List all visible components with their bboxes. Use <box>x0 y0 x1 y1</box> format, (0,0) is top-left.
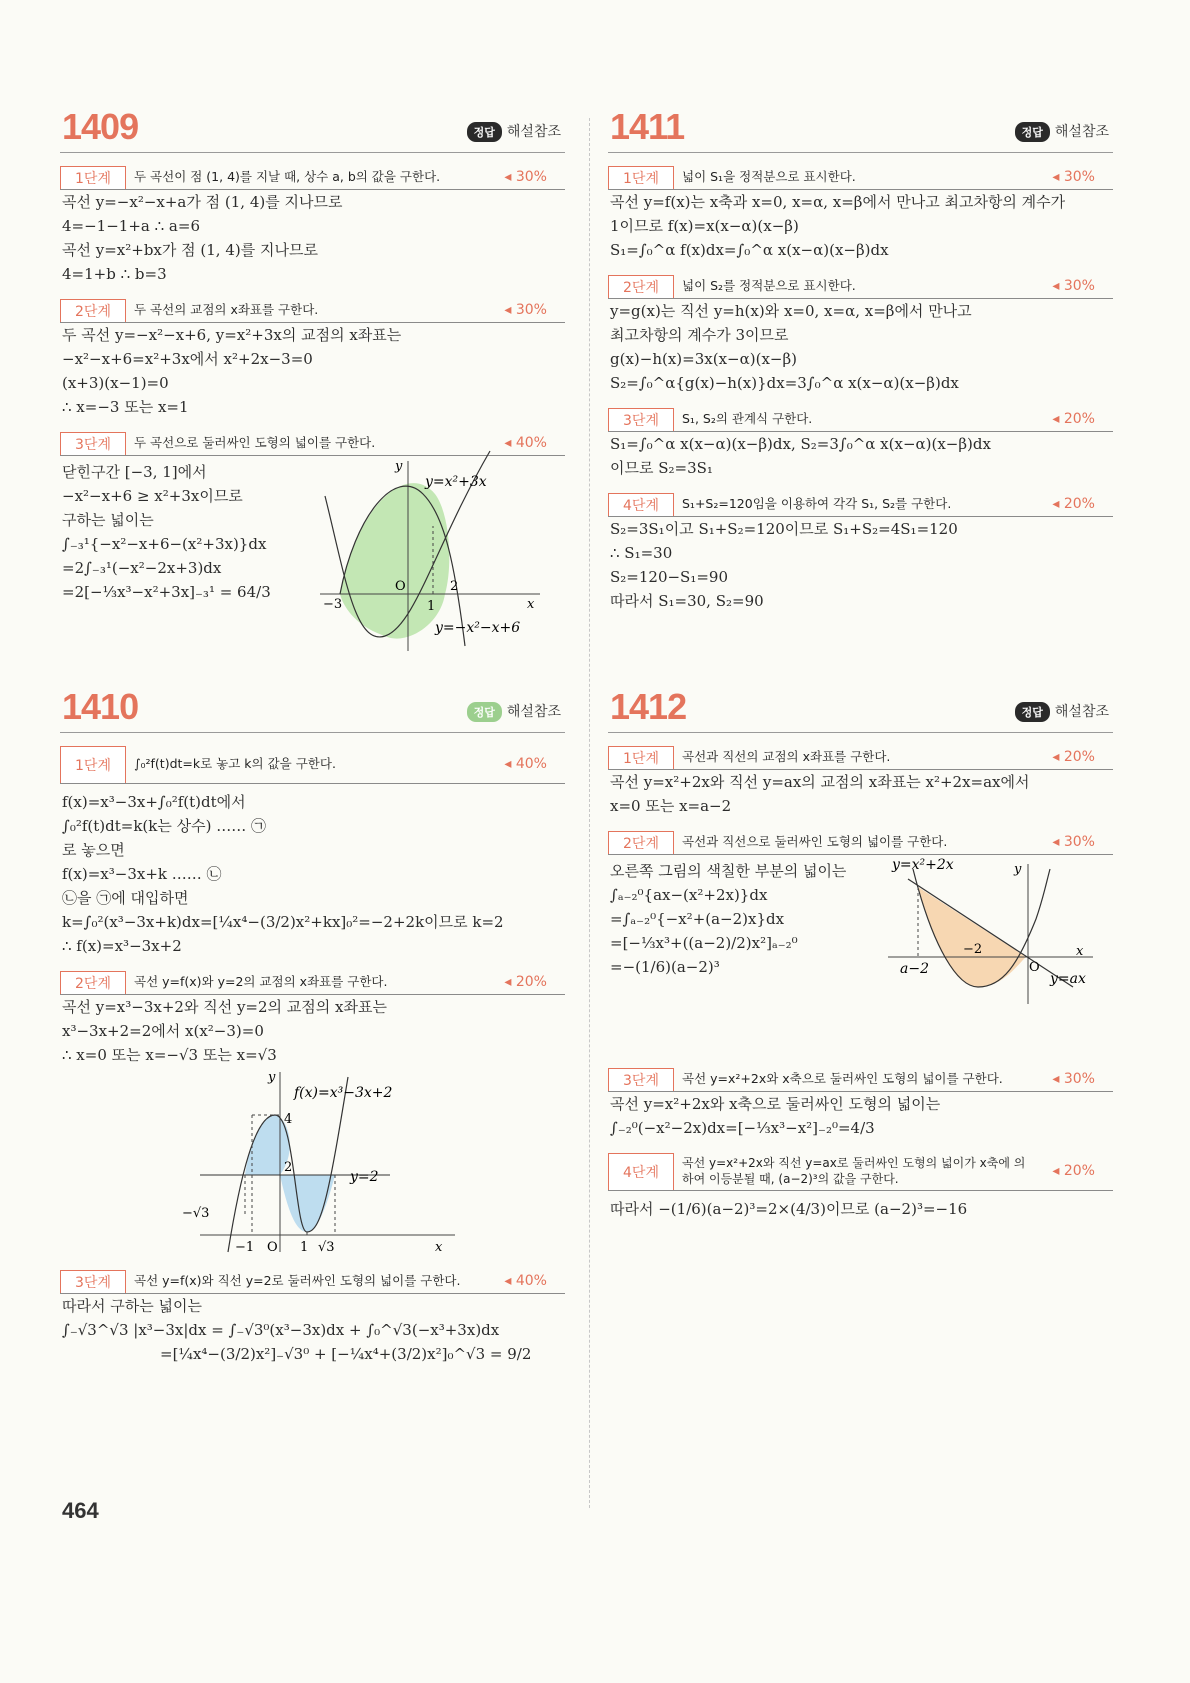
solution-line: ∫₋₃¹{−x²−x+6−(x²+3x)}dx <box>62 535 267 553</box>
step-label: 3단계 <box>608 408 674 431</box>
step-percent: ◂ 30% <box>1052 169 1095 185</box>
tick-2: 2 <box>284 1160 293 1175</box>
tick-a-minus-2: a−2 <box>900 961 929 977</box>
solution-line: S₁=∫₀^α x(x−α)(x−β)dx, S₂=3∫₀^α x(x−α)(x−β)dx <box>610 435 991 453</box>
step-3 <box>60 1269 565 1294</box>
answer-text: 해설참조 <box>506 124 561 140</box>
step-desc: 곡선 y=x²+2x와 x축으로 둘러싸인 도형의 넓이를 구한다. <box>682 1070 1003 1086</box>
solution-line: S₁=∫₀^α f(x)dx=∫₀^α x(x−α)(x−β)dx <box>610 241 889 259</box>
problem-number: 1411 <box>610 106 685 147</box>
solution-line: ∫ₐ₋₂⁰{ax−(x²+2x)}dx <box>610 886 768 904</box>
step-desc: S₁, S₂의 관계식 구한다. <box>682 410 813 426</box>
solution-line: f(x)=x³−3x+k …… ㉡ <box>62 865 222 883</box>
graph-1409 <box>315 456 560 656</box>
solution-line: 구하는 넓이는 <box>62 511 154 529</box>
solution-line: 따라서 S₁=30, S₂=90 <box>610 592 764 610</box>
solution-line: 곡선 y=x²+2x와 직선 y=ax의 교점의 x좌표는 x²+2x=ax에서 <box>610 773 1030 791</box>
problem-1409 <box>60 106 565 656</box>
step-2 <box>608 274 1113 299</box>
graph-1412 <box>878 859 1108 1009</box>
solution-line: x=0 또는 x=a−2 <box>610 797 732 815</box>
x-axis-label: x <box>435 1240 443 1255</box>
solution-line: 곡선 y=x²+bx가 점 (1, 4)를 지나므로 <box>62 241 318 259</box>
step-desc: 곡선 y=f(x)와 직선 y=2로 둘러싸인 도형의 넓이를 구한다. <box>134 1272 461 1288</box>
step-label: 4단계 <box>608 493 674 516</box>
step-desc: S₁+S₂=120임을 이용하여 각각 S₁, S₂를 구한다. <box>682 495 952 511</box>
solution-line: ∴ S₁=30 <box>610 544 673 562</box>
problem-1412 <box>608 686 1113 1221</box>
solution-line: 두 곡선 y=−x²−x+6, y=x²+3x의 교점의 x좌표는 <box>62 326 402 344</box>
answer-badge: 정답 <box>1015 122 1050 142</box>
solution-line: y=g(x)는 직선 y=h(x)와 x=0, x=α, x=β에서 만나고 <box>610 302 972 320</box>
tick-minus1: −1 <box>235 1240 255 1255</box>
solution-line: −x²−x+6 ≥ x²+3x이므로 <box>62 487 243 505</box>
answer-label <box>1015 701 1109 722</box>
solution-line: 따라서 −(1/6)(a−2)³=2×(4/3)이므로 (a−2)³=−16 <box>610 1200 968 1218</box>
page-number: 464 <box>62 1498 99 1523</box>
step-percent: ◂ 30% <box>1052 278 1095 294</box>
step-label: 2단계 <box>608 275 674 298</box>
solution-line: =2∫₋₃¹(−x²−2x+3)dx <box>62 559 222 577</box>
step-4 <box>608 1152 1113 1191</box>
answer-badge: 정답 <box>1015 702 1050 722</box>
solution-line: ∴ x=0 또는 x=−√3 또는 x=√3 <box>62 1046 277 1064</box>
solution-line: g(x)−h(x)=3x(x−α)(x−β) <box>610 350 797 368</box>
y-axis-label: y <box>1014 862 1022 877</box>
problem-1411 <box>608 106 1113 613</box>
answer-text: 해설참조 <box>506 704 561 720</box>
step-label: 3단계 <box>608 1068 674 1091</box>
step-percent: ◂ 40% <box>504 756 547 772</box>
step-label: 2단계 <box>60 971 126 994</box>
step-label: 4단계 <box>608 1153 674 1190</box>
solution-line: 최고차항의 계수가 3이므로 <box>610 326 789 344</box>
answer-text: 해설참조 <box>1054 124 1109 140</box>
solution-line: ㉡을 ㉠에 대입하면 <box>62 889 189 907</box>
step-desc: 곡선 y=x²+2x와 직선 y=ax로 둘러싸인 도형의 넓이가 x축에 의하여 이등분될 때, (a−2)³의 값을 구한다. <box>682 1155 1026 1186</box>
step-percent: ◂ 30% <box>1052 834 1095 850</box>
solution-line: (x+3)(x−1)=0 <box>62 374 169 392</box>
problem-header <box>608 106 1113 153</box>
step-1 <box>608 165 1113 190</box>
solution-line: ∫₋₂⁰(−x²−2x)dx=[−⅓x³−x²]₋₂⁰=4/3 <box>610 1119 875 1137</box>
step-desc: 곡선과 직선으로 둘러싸인 도형의 넓이를 구한다. <box>682 833 948 849</box>
line-label: y=ax <box>1050 971 1086 987</box>
solution-line: S₂=∫₀^α{g(x)−h(x)}dx=3∫₀^α x(x−α)(x−β)dx <box>610 374 959 392</box>
tick-minus3: −3 <box>323 597 343 612</box>
step-3-body <box>60 456 565 656</box>
step-percent: ◂ 30% <box>504 169 547 185</box>
step-1 <box>60 745 565 784</box>
step-label: 1단계 <box>60 746 126 783</box>
step-label: 1단계 <box>608 166 674 189</box>
curve-top-label: y=x²+3x <box>425 474 487 490</box>
step-desc: 두 곡선이 점 (1, 4)를 지날 때, 상수 a, b의 값을 구한다. <box>134 168 441 184</box>
y-axis-label: y <box>395 459 403 474</box>
step-desc: 두 곡선으로 둘러싸인 도형의 넓이를 구한다. <box>134 434 376 450</box>
step-desc: 넓이 S₂를 정적분으로 표시한다. <box>682 277 856 293</box>
step-percent: ◂ 20% <box>1052 411 1095 427</box>
solution-line: ∴ x=−3 또는 x=1 <box>62 398 189 416</box>
step-percent: ◂ 20% <box>504 974 547 990</box>
step-desc: 곡선 y=f(x)와 y=2의 교점의 x좌표를 구한다. <box>134 973 388 989</box>
solution-line: 4=1+b ∴ b=3 <box>62 265 167 283</box>
solution-line: 4=−1−1+a ∴ a=6 <box>62 217 200 235</box>
answer-badge: 정답 <box>467 702 502 722</box>
solution-line: 로 놓으면 <box>62 841 125 859</box>
solution-line: 곡선 y=f(x)는 x축과 x=0, x=α, x=β에서 만나고 최고차항의 계수가 <box>610 193 1066 211</box>
solution-text <box>60 460 271 604</box>
step-label: 2단계 <box>608 831 674 854</box>
answer-label <box>1015 121 1109 142</box>
x-axis-label: x <box>527 597 535 612</box>
solution-line: =[¼x⁴−(3/2)x²]₋√3⁰ + [−¼x⁴+(3/2)x²]₀^√3 = 9/2 <box>160 1345 532 1363</box>
step-2 <box>608 830 1113 855</box>
tick-root3: √3 <box>318 1240 335 1255</box>
step-percent: ◂ 40% <box>504 1273 547 1289</box>
x-axis-label: x <box>1076 944 1084 959</box>
solution-line: =[−⅓x³+((a−2)/2)x²]ₐ₋₂⁰ <box>610 934 798 952</box>
step-1 <box>608 745 1113 770</box>
step-2 <box>60 970 565 995</box>
solution-line: S₂=3S₁이고 S₁+S₂=120이므로 S₁+S₂=4S₁=120 <box>610 520 958 538</box>
solution-line: 1이므로 f(x)=x(x−α)(x−β) <box>610 217 799 235</box>
step-desc: 넓이 S₁을 정적분으로 표시한다. <box>682 168 856 184</box>
problem-header <box>60 106 565 153</box>
solution-line: f(x)=x³−3x+∫₀²f(t)dt에서 <box>62 793 246 811</box>
tick-1: 1 <box>427 599 436 614</box>
solution-line: 곡선 y=−x²−x+a가 점 (1, 4)를 지나므로 <box>62 193 343 211</box>
step-percent: ◂ 30% <box>504 302 547 318</box>
shaded-right <box>280 1175 335 1232</box>
solution-line: 따라서 구하는 넓이는 <box>62 1297 202 1315</box>
step-label: 1단계 <box>60 166 126 189</box>
problem-header <box>608 686 1113 733</box>
tick-4: 4 <box>284 1112 293 1127</box>
curve-bottom-label: y=−x²−x+6 <box>435 620 521 636</box>
curve-label: f(x)=x³−3x+2 <box>294 1085 393 1101</box>
step-3 <box>608 1067 1113 1092</box>
problem-number: 1412 <box>610 686 687 727</box>
step-desc: 두 곡선의 교점의 x좌표를 구한다. <box>134 301 319 317</box>
curve-label: y=x²+2x <box>892 857 954 873</box>
problem-header <box>60 686 565 733</box>
solution-line: 곡선 y=x³−3x+2와 직선 y=2의 교점의 x좌표는 <box>62 998 387 1016</box>
graph-1410 <box>182 1067 490 1257</box>
step-label: 2단계 <box>60 299 126 322</box>
step-percent: ◂ 40% <box>504 435 547 451</box>
origin-label: O <box>267 1240 278 1255</box>
step-label: 3단계 <box>60 1270 126 1293</box>
answer-label <box>467 121 561 142</box>
step-desc: 곡선과 직선의 교점의 x좌표를 구한다. <box>682 748 891 764</box>
step-4 <box>608 492 1113 517</box>
column-divider <box>589 118 590 1508</box>
problem-number: 1409 <box>62 106 139 147</box>
solution-line: ∴ f(x)=x³−3x+2 <box>62 937 182 955</box>
solution-line: 곡선 y=x²+2x와 x축으로 둘러싸인 도형의 넓이는 <box>610 1095 941 1113</box>
step-label: 3단계 <box>60 432 126 455</box>
problem-number: 1410 <box>62 686 139 727</box>
tick-1: 1 <box>300 1240 309 1255</box>
solution-line: =−(1/6)(a−2)³ <box>610 958 720 976</box>
tick-minus2: −2 <box>963 942 983 957</box>
solution-line: =2[−⅓x³−x²+3x]₋₃¹ = 64/3 <box>62 583 271 601</box>
step-2 <box>60 298 565 323</box>
step-1 <box>60 165 565 190</box>
solution-line: −x²−x+6=x²+3x에서 x²+2x−3=0 <box>62 350 313 368</box>
tick-minus-root3: −√3 <box>182 1206 210 1221</box>
problem-1410 <box>60 686 565 1366</box>
solution-line: ∫₀²f(t)dt=k(k는 상수) …… ㉠ <box>62 817 266 835</box>
step-percent: ◂ 20% <box>1052 749 1095 765</box>
solution-line: k=∫₀²(x³−3x+k)dx=[¼x⁴−(3/2)x²+kx]₀²=−2+2k이므로 k=2 <box>62 913 504 931</box>
solution-text <box>608 859 846 979</box>
y-axis-label: y <box>268 1070 276 1085</box>
solution-line: 닫힌구간 [−3, 1]에서 <box>62 463 207 481</box>
solution-line: ∫₋√3^√3 |x³−3x|dx = ∫₋√3⁰(x³−3x)dx + ∫₀^√3(−x³+3x)dx <box>62 1321 500 1339</box>
solution-line: x³−3x+2=2에서 x(x²−3)=0 <box>62 1022 264 1040</box>
solution-line: =∫ₐ₋₂⁰{−x²+(a−2)x}dx <box>610 910 785 928</box>
shaded-region <box>918 887 1026 987</box>
answer-text: 해설참조 <box>1054 704 1109 720</box>
tick-2: 2 <box>450 579 459 594</box>
solution-line: 이므로 S₂=3S₁ <box>610 459 713 477</box>
solution-line: 오른쪽 그림의 색칠한 부분의 넓이는 <box>610 862 847 880</box>
step-desc: ∫₀²f(t)dt=k로 놓고 k의 값을 구한다. <box>134 755 336 771</box>
origin-label: O <box>1029 960 1040 975</box>
step-percent: ◂ 30% <box>1052 1071 1095 1087</box>
origin-label: O <box>395 579 406 594</box>
step-2-body <box>608 855 1113 1055</box>
step-3 <box>608 407 1113 432</box>
answer-badge: 정답 <box>467 122 502 142</box>
line-label: y=2 <box>350 1169 379 1185</box>
step-label: 1단계 <box>608 746 674 769</box>
answer-label <box>467 701 561 722</box>
solution-line: S₂=120−S₁=90 <box>610 568 729 586</box>
step-percent: ◂ 20% <box>1052 1163 1095 1179</box>
step-percent: ◂ 20% <box>1052 496 1095 512</box>
